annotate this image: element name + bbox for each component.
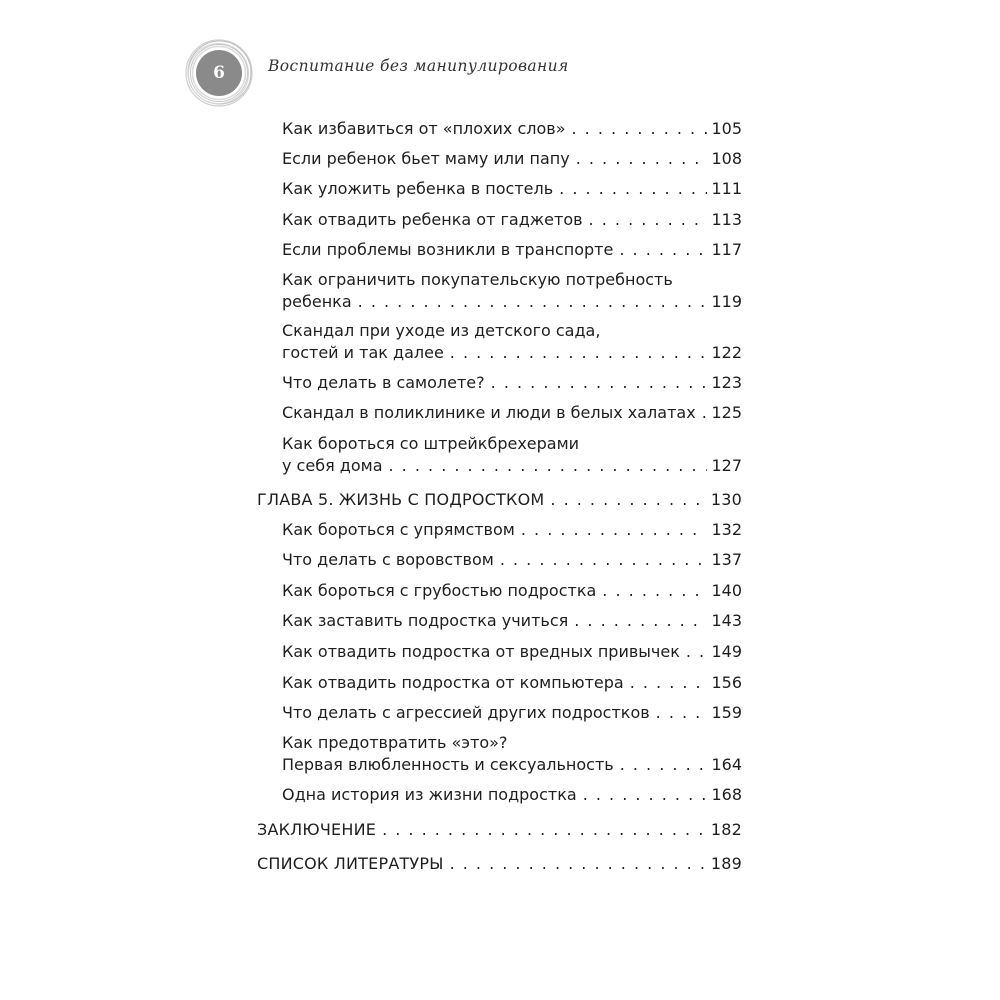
toc-entry[interactable] xyxy=(282,610,742,632)
toc-entry[interactable] xyxy=(282,784,742,806)
toc-entry-page: 130 xyxy=(710,490,742,509)
toc-chapter-title: ЗАКЛЮЧЕНИЕ xyxy=(257,820,377,839)
toc-entry-title: Первая влюбленность и сексуальность xyxy=(282,755,614,774)
toc-entry-page: 164 xyxy=(711,755,742,774)
toc-leader-dots xyxy=(702,402,708,424)
toc-entry[interactable] xyxy=(282,178,742,200)
toc-entry-page: 182 xyxy=(710,820,742,839)
toc-entry-title: Как отвадить ребенка от гаджетов xyxy=(282,210,583,229)
toc-entry[interactable] xyxy=(282,519,742,541)
toc-chapter-entry[interactable] xyxy=(257,489,742,511)
toc-leader-dots xyxy=(576,148,708,170)
toc-leader-dots xyxy=(583,784,708,806)
toc-leader-dots xyxy=(620,754,708,776)
toc-entry-page: 105 xyxy=(711,119,742,138)
toc-entry-title-line1: Как ограничить покупательскую потребность xyxy=(282,270,673,289)
toc-entry-page: 137 xyxy=(711,550,742,569)
toc-entry-page: 159 xyxy=(711,703,742,722)
toc-leader-dots xyxy=(491,372,708,394)
toc-entry-title: гостей и так далее xyxy=(282,343,444,362)
toc-leader-dots xyxy=(450,342,708,364)
toc-leader-dots xyxy=(450,853,707,875)
toc-entry[interactable] xyxy=(282,269,742,313)
toc-chapter-title: ГЛАВА 5. ЖИЗНЬ С ПОДРОСТКОМ xyxy=(257,490,545,509)
toc-entry-title: Как отвадить подростка от компьютера xyxy=(282,673,624,692)
toc-leader-dots xyxy=(382,819,707,841)
toc-entry[interactable] xyxy=(282,641,742,663)
toc-entry-title: Как уложить ребенка в постель xyxy=(282,179,554,198)
toc-chapter-entry[interactable] xyxy=(257,853,742,875)
toc-entry[interactable] xyxy=(282,702,742,724)
toc-entry[interactable] xyxy=(282,118,742,140)
toc-entry-page: 168 xyxy=(711,785,742,804)
toc-entry-page: 189 xyxy=(710,854,742,873)
toc-leader-dots xyxy=(589,209,708,231)
toc-entry-title: Если проблемы возникли в транспорте xyxy=(282,240,614,259)
toc-chapter-title: СПИСОК ЛИТЕРАТУРЫ xyxy=(257,854,444,873)
toc-entry-title: Одна история из жизни подростка xyxy=(282,785,577,804)
toc-entry-title: Что делать с воровством xyxy=(282,550,494,569)
toc-entry[interactable] xyxy=(282,580,742,602)
toc-entry[interactable] xyxy=(282,372,742,394)
toc-entry-title: Как бороться с упрямством xyxy=(282,520,515,539)
toc-leader-dots xyxy=(574,610,707,632)
toc-entry-title: Что делать в самолете? xyxy=(282,373,485,392)
toc-entry-title: ребенка xyxy=(282,292,352,311)
toc-leader-dots xyxy=(656,702,708,724)
toc-leader-dots xyxy=(619,239,707,261)
toc-entry-page: 122 xyxy=(711,343,742,362)
toc-entry-title: Как заставить подростка учиться xyxy=(282,611,569,630)
toc-entry[interactable] xyxy=(282,209,742,231)
toc-leader-dots xyxy=(521,519,708,541)
toc-entry-page: 113 xyxy=(711,210,742,229)
toc-entry-title-line1: Как бороться со штрейкбрехерами xyxy=(282,434,580,453)
toc-leader-dots xyxy=(572,118,708,140)
toc-leader-dots xyxy=(686,641,708,663)
toc-entry-page: 119 xyxy=(711,292,742,311)
toc-entry[interactable] xyxy=(282,672,742,694)
toc-leader-dots xyxy=(389,455,708,477)
toc-entry-page: 149 xyxy=(711,642,742,661)
toc-entry[interactable] xyxy=(282,549,742,571)
toc-entry-page: 143 xyxy=(711,611,742,630)
toc-chapter-entry[interactable] xyxy=(257,819,742,841)
toc-entry-page: 125 xyxy=(711,403,742,422)
toc-entry-title-line1: Как предотвратить «это»? xyxy=(282,733,508,752)
toc-leader-dots xyxy=(630,672,708,694)
toc-leader-dots xyxy=(358,291,708,313)
toc-leader-dots xyxy=(559,178,707,200)
toc-entry[interactable] xyxy=(282,433,742,477)
toc-entry-title: у себя дома xyxy=(282,456,383,475)
toc-entry[interactable] xyxy=(282,732,742,776)
toc-entry-page: 111 xyxy=(711,179,742,198)
toc-leader-dots xyxy=(602,580,707,602)
toc-entry-title: Как отвадить подростка от вредных привычек xyxy=(282,642,680,661)
page-number: 6 xyxy=(213,63,225,83)
toc-entry-page: 156 xyxy=(711,673,742,692)
toc-entry-title: Скандал в поликлинике и люди в белых халатах xyxy=(282,403,696,422)
toc-entry[interactable] xyxy=(282,239,742,261)
toc-entry[interactable] xyxy=(282,320,742,364)
toc-entry-page: 117 xyxy=(711,240,742,259)
toc-entry-title: Что делать с агрессией других подростков xyxy=(282,703,650,722)
toc-entry-title: Как бороться с грубостью подростка xyxy=(282,581,597,600)
toc-entry[interactable] xyxy=(282,148,742,170)
toc-entry-page: 123 xyxy=(711,373,742,392)
toc-entry-page: 132 xyxy=(711,520,742,539)
toc-entry-page: 108 xyxy=(711,149,742,168)
toc-entry[interactable] xyxy=(282,402,742,424)
toc-leader-dots xyxy=(500,549,708,571)
toc-leader-dots xyxy=(550,489,706,511)
toc-entry-page: 127 xyxy=(711,456,742,475)
toc-entry-page: 140 xyxy=(711,581,742,600)
running-title: Воспитание без манипулирования xyxy=(268,57,569,75)
toc-entry-title-line1: Скандал при уходе из детского сада, xyxy=(282,321,601,340)
toc-entry-title: Как избавиться от «плохих слов» xyxy=(282,119,566,138)
toc-entry-title: Если ребенок бьет маму или папу xyxy=(282,149,570,168)
